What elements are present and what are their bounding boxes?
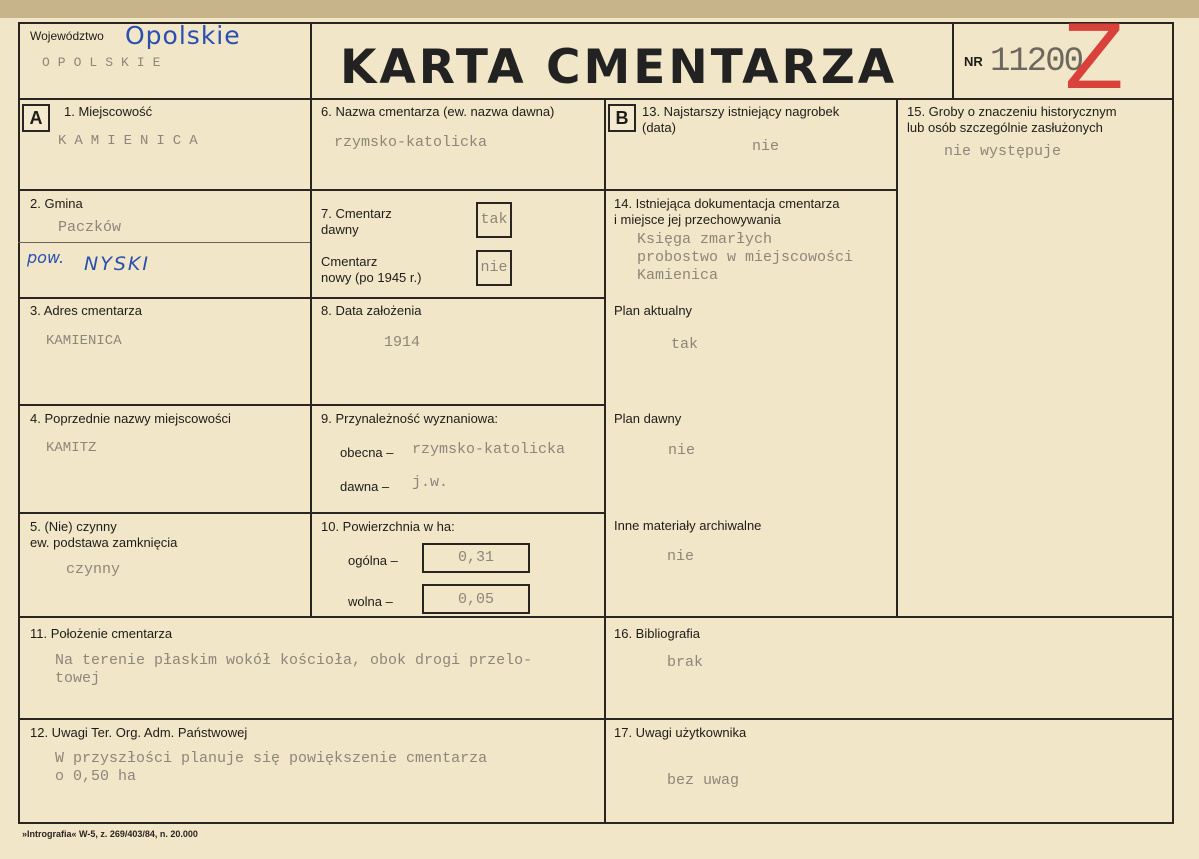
header-divider-left: [310, 22, 312, 100]
voivodeship-typed: OPOLSKIE: [42, 55, 169, 70]
cemetery-card: [0, 6, 1199, 859]
voivodeship-stamp: Opolskie: [125, 21, 241, 50]
field-8-value: 1914: [384, 334, 421, 351]
col-divider-3: [896, 98, 898, 618]
header-bottom-rule: [18, 98, 1174, 100]
nr-mark: Z: [1064, 6, 1125, 109]
c2-rule-4: [310, 512, 604, 514]
section-b-marker: B: [608, 104, 636, 132]
field-10-free-value: 0,05: [457, 591, 494, 608]
section-a-marker: A: [22, 104, 50, 132]
field-12-label: 12. Uwagi Ter. Org. Adm. Państwowej: [30, 725, 248, 740]
field-11-label: 11. Położenie cmentarza: [30, 626, 173, 641]
field-2-pow-value: NYSKI: [84, 253, 150, 275]
c3-rule-1: [604, 189, 896, 191]
c1-rule-4: [18, 512, 310, 514]
field-6-label: 6. Nazwa cmentarza (ew. nazwa dawna): [321, 104, 555, 119]
nr-value: 11200: [990, 43, 1083, 81]
header-divider-right: [952, 22, 954, 100]
field-16-label: 16. Bibliografia: [614, 626, 700, 641]
c1-rule-3: [18, 404, 310, 406]
field-10-total-value: 0,31: [457, 549, 494, 566]
field-14-label: 14. Istniejąca dokumentacja cmentarza i miejsce jej przechowywania: [614, 196, 840, 227]
field-17-label: 17. Uwagi użytkownika: [614, 725, 747, 740]
c2-rule-3: [310, 404, 604, 406]
field-14-value: Księga zmarłych probostwo w miejscowości Kamienica: [637, 231, 854, 284]
field-4-value: KAMITZ: [46, 440, 97, 456]
plan-current-label: Plan aktualny: [614, 303, 693, 318]
c1-rule-1: [18, 189, 310, 191]
printer-footer: »Intrografia« W-5, z. 269/403/84, n. 20.000: [22, 829, 198, 839]
plan-old-value: nie: [668, 442, 696, 459]
col-divider-1: [310, 98, 312, 618]
voivodeship-label: Województwo: [30, 29, 104, 43]
col-divider-2: [604, 98, 606, 824]
top-edge-band: [0, 0, 1199, 18]
field-15-label: 15. Groby o znaczeniu historycznym lub osób szczególnie zasłużonych: [907, 104, 1117, 135]
field-7-label-new: Cmentarz nowy (po 1945 r.): [321, 254, 422, 285]
c1-rule-gmina: [18, 242, 310, 243]
field-10-total-box: [422, 543, 530, 573]
field-2-pow-label: pow.: [27, 248, 65, 267]
row-rule-b: [18, 718, 1174, 720]
field-13-value: nie: [752, 138, 780, 155]
field-12-value: W przyszłości planuje się powiększenie cmentarza o 0,50 ha: [55, 750, 488, 785]
field-16-value: brak: [667, 654, 704, 671]
field-1-label: 1. Miejscowość: [64, 104, 153, 119]
c2-rule-2: [310, 297, 604, 299]
field-7-value-old: tak: [480, 211, 508, 228]
field-7-label-old: 7. Cmentarz dawny: [321, 206, 392, 237]
field-1-value: KAMIENICA: [58, 133, 206, 149]
field-8-label: 8. Data założenia: [321, 303, 422, 318]
field-7-new-box: [476, 250, 512, 286]
field-7-value-new: nie: [480, 259, 508, 276]
field-10-free-label: wolna –: [348, 594, 393, 609]
field-7-old-box: [476, 202, 512, 238]
field-15-value: nie występuje: [944, 143, 1062, 160]
plan-old-label: Plan dawny: [614, 411, 682, 426]
c2-rule-1: [310, 189, 604, 191]
field-10-label: 10. Powierzchnia w ha:: [321, 519, 455, 534]
field-10-free-box: [422, 584, 530, 614]
field-2-value: Paczków: [58, 219, 122, 236]
field-5-label: 5. (Nie) czynny ew. podstawa zamknięcia: [30, 519, 178, 550]
field-3-value: KAMIENICA: [46, 333, 122, 349]
field-5-value: czynny: [66, 561, 121, 578]
card-title: KARTA CMENTARZA: [340, 40, 898, 95]
field-2-label: 2. Gmina: [30, 196, 83, 211]
field-9-label: 9. Przynależność wyznaniowa:: [321, 411, 499, 426]
field-13-label: 13. Najstarszy istniejący nagrobek (data): [642, 104, 840, 135]
field-3-label: 3. Adres cmentarza: [30, 303, 142, 318]
plan-current-value: tak: [671, 336, 699, 353]
field-6-value: rzymsko-katolicka: [334, 134, 488, 151]
field-11-value: Na terenie płaskim wokół kościoła, obok drogi przelo- towej: [55, 652, 533, 687]
row-rule-a: [18, 616, 1174, 618]
field-10-total-label: ogólna –: [348, 553, 398, 568]
field-9-current-label: obecna –: [340, 445, 394, 460]
field-9-current-value: rzymsko-katolicka: [412, 441, 566, 458]
c1-rule-2: [18, 297, 310, 299]
other-archival-label: Inne materiały archiwalne: [614, 518, 762, 533]
field-17-value: bez uwag: [667, 772, 740, 789]
field-4-label: 4. Poprzednie nazwy miejscowości: [30, 411, 231, 426]
nr-label: NR: [964, 54, 983, 69]
other-archival-value: nie: [667, 548, 695, 565]
field-9-former-label: dawna –: [340, 479, 390, 494]
field-9-former-value: j.w.: [412, 474, 449, 491]
